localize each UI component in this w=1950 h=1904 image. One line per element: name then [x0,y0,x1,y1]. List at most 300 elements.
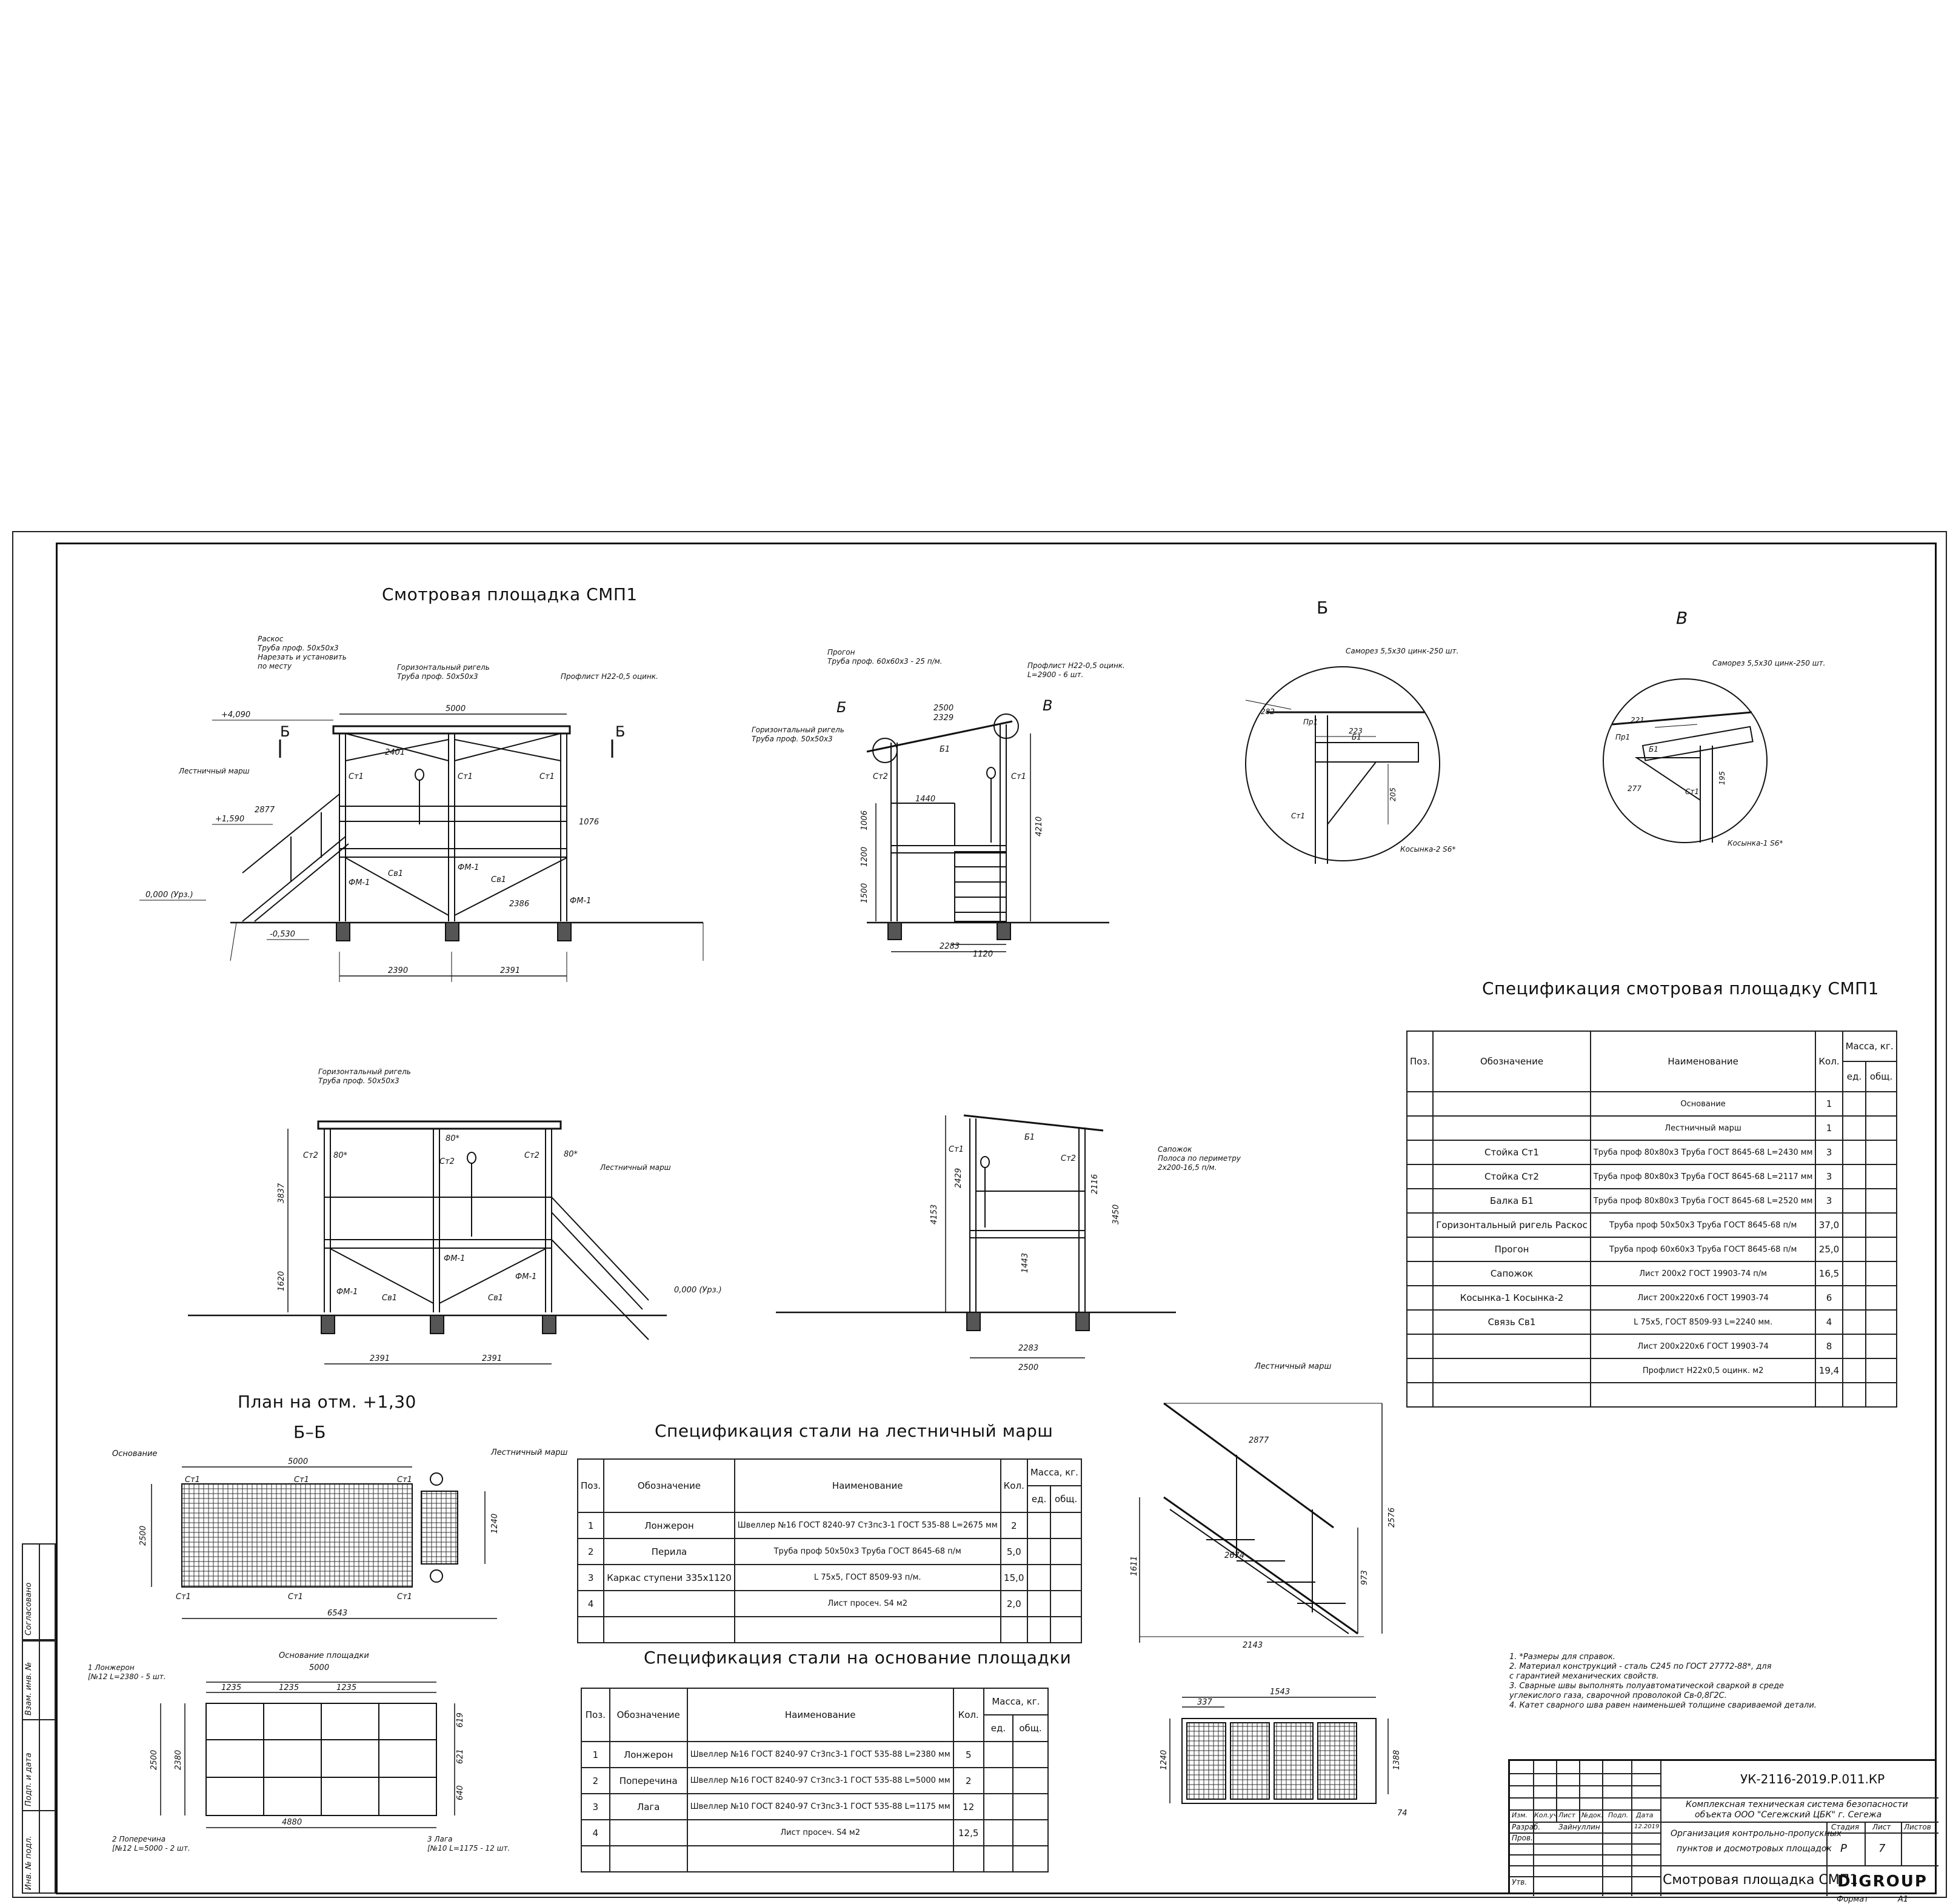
mark-fm1-b: ФМ-1 [458,863,479,872]
spec-stairs-cell: 5,0 [1001,1538,1027,1565]
spec-stairs-title: Спецификация стали на лестничный марш [655,1421,1053,1441]
side-podp-data: Подп. и дата [24,1752,33,1806]
title-block [1508,1759,1937,1894]
dim-rear-80b: 80* [446,1134,460,1143]
spec-platform-cell: 25,0 [1815,1237,1842,1261]
dim-side-1120: 1120 [973,950,993,959]
spec-base-cell [610,1846,687,1872]
spec-base-cell: Лага [610,1794,687,1820]
note-5: углекислого газа, сварочной проволокой Св-0,8Г2С. [1509,1691,1727,1700]
stamp-code: УК-2116-2019.Р.011.КР [1740,1772,1885,1786]
spec-platform-row [1407,1286,1897,1310]
spec-base-cell: 12,5 [953,1820,984,1846]
spec-platform-cell: 1 [1815,1116,1842,1140]
spec-base-row [581,1768,1048,1794]
spec-stairs-cell: Перила [604,1538,735,1565]
spec-base-h-ed: ед. [984,1715,1013,1742]
spec-stairs-row [578,1617,1081,1643]
mark-plan-st1-d: Ст1 [176,1592,191,1602]
spec-platform-cell [1815,1383,1842,1407]
callout-proflist: Профлист Н22-0,5 оцинк. [561,672,658,681]
dim-end-2429: 2429 [954,1167,963,1188]
dim-side-1006: 1006 [860,810,869,830]
callout-raskos: Раскос [258,635,284,643]
mark-plan-st1-f: Ст1 [397,1592,412,1602]
spec-base-cell [1013,1820,1048,1846]
callout-poperechina: 2 Поперечина [112,1835,166,1843]
dim-det-v-195: 195 [1718,771,1726,785]
spec-stairs-cell: 2 [1001,1512,1027,1538]
spec-platform-cell [1407,1358,1433,1383]
spec-platform-cell: 4 [1815,1310,1842,1334]
side-vzam: Взам. инв. № [24,1662,33,1715]
dim-rear-3837: 3837 [277,1183,286,1203]
spec-stairs-cell [578,1617,604,1643]
spec-platform-cell: 1 [1815,1092,1842,1116]
spec-base-cell [984,1846,1013,1872]
mark-det-v-b1: Б1 [1649,745,1658,753]
stamp-col-sign: Подп. [1608,1811,1629,1819]
callout-progon: Прогон [827,648,855,656]
spec-platform-cell [1591,1383,1816,1407]
section-mark-b-right: Б [615,723,626,740]
section-mark-b-left: Б [280,723,290,740]
mark-st1-c: Ст1 [539,772,555,781]
callout-sapozhok-strip: Полоса по периметру [1158,1154,1241,1163]
general-notes [1509,1652,1849,1711]
mark-det-b-b1: Б1 [1352,733,1361,741]
spec-base-cell [984,1794,1013,1820]
spec-base-cell: 12 [953,1794,984,1820]
plan-bb-drawing [85,1443,582,1637]
stamp-razrab-date: 12.2019 [1634,1823,1660,1830]
mark-st1-a: Ст1 [349,772,364,781]
callout-sapozhok: Сапожок [1158,1145,1192,1154]
spec-platform-row [1407,1358,1897,1383]
stamp-sheet-value: 7 [1878,1842,1886,1855]
spec-base-row [581,1820,1048,1846]
spec-stairs-table [577,1458,1082,1643]
spec-platform-cell [1407,1286,1433,1310]
spec-platform-cell: 19,4 [1815,1358,1842,1383]
level-zero: 0,000 (Урз.) [145,890,193,900]
dim-base-619: 619 [456,1712,465,1728]
spec-platform-cell [1843,1310,1866,1334]
dim-steps-1388: 1388 [1392,1749,1401,1770]
spec-platform-row [1407,1334,1897,1358]
spec-platform-cell: L 75х5, ГОСТ 8509-93 L=2240 мм. [1591,1310,1816,1334]
spec-base-row [581,1742,1048,1768]
spec-platform-cell [1866,1358,1896,1383]
mark-det-v-pr1: Пр1 [1615,733,1631,741]
spec-platform-cell [1866,1286,1896,1310]
spec-base-cell: Швеллер №16 ГОСТ 8240-97 Ст3пс3-1 ГОСТ 535-88 L=2380 мм [687,1742,953,1768]
dim-rear-80a: 80* [333,1151,348,1160]
spec-platform-row [1407,1092,1897,1116]
stamp-line1: Комплексная техническая система безопасности [1686,1800,1908,1809]
spec-stairs-cell: Швеллер №16 ГОСТ 8240-97 Ст3пс3-1 ГОСТ 535-88 L=2675 мм [735,1512,1001,1538]
spec-stairs-cell: 15,0 [1001,1565,1027,1591]
spec-base-cell: Швеллер №16 ГОСТ 8240-97 Ст3пс3-1 ГОСТ 535-88 L=5000 мм [687,1768,953,1794]
dim-steps-74: 74 [1397,1809,1407,1818]
spec-platform-h-massa: Масса, кг. [1843,1031,1897,1061]
spec-platform-row [1407,1310,1897,1334]
spec-stairs-cell: 1 [578,1512,604,1538]
spec-platform-cell: Профлист Н22х0,5 оцинк. м2 [1591,1358,1816,1383]
dim-side-2329: 2329 [933,713,954,723]
mark-rear-sv1-b: Св1 [488,1294,504,1303]
dim-side-4210: 4210 [1035,816,1044,837]
stamp-line2: объекта ООО "Сегежский ЦБК" г. Сегежа [1695,1810,1882,1820]
spec-base-cell: 4 [581,1820,610,1846]
mark-det-b-pr1: Пр1 [1303,718,1318,726]
spec-platform-cell: 3 [1815,1164,1842,1189]
callout-stairs: Лестничный марш [179,767,250,775]
spec-base-cell: Лонжерон [610,1742,687,1768]
spec-stairs-cell [1050,1617,1081,1643]
spec-platform-cell [1843,1092,1866,1116]
stamp-col-doc: №док. [1581,1811,1603,1819]
spec-platform-cell [1866,1116,1896,1140]
mark-rear-fm1-c: ФМ-1 [515,1272,537,1281]
spec-base-cell [1013,1794,1048,1820]
mark-sv1-a: Св1 [388,869,404,878]
spec-platform-table [1406,1030,1897,1408]
format-value: А1 [1898,1895,1909,1904]
spec-stairs-row [578,1512,1081,1538]
spec-base-cell: Лист просеч. S4 м2 [687,1820,953,1846]
spec-stairs-h-oboz: Обозначение [604,1459,735,1512]
spec-platform-cell: Труба проф 80х80х3 Труба ГОСТ 8645-68 L=2117 мм [1591,1164,1816,1189]
dim-end-4153: 4153 [930,1204,939,1224]
base-frame-drawing [85,1649,533,1855]
spec-stairs-h-massa: Масса, кг. [1027,1459,1081,1486]
mark-plan-st1-b: Ст1 [294,1475,309,1485]
side-soglasovano: Согласовано [24,1582,33,1635]
callout-raskos-note1: Нарезать и установить [258,653,347,661]
spec-base-cell [1013,1846,1048,1872]
format-label-text: Формат [1837,1895,1869,1904]
dim-base-621: 621 [456,1749,465,1764]
spec-platform-cell [1407,1237,1433,1261]
spec-stairs-h-naim: Наименование [735,1459,1001,1512]
spec-base-cell: 1 [581,1742,610,1768]
spec-platform-cell: Сапожок [1433,1261,1591,1286]
mark-plan-st1-c: Ст1 [397,1475,412,1485]
spec-base-cell [1013,1768,1048,1794]
spec-stairs-h-ed: ед. [1027,1486,1051,1512]
dim-base-4880: 4880 [282,1818,302,1827]
spec-platform-h-poz: Поз. [1407,1031,1433,1092]
spec-base-cell: 5 [953,1742,984,1768]
dim-stair-2674: 2674 [1224,1551,1245,1560]
dim-steps-337: 337 [1197,1698,1212,1707]
spec-platform-cell: Лист 200х220х6 ГОСТ 19903-74 [1591,1286,1816,1310]
spec-platform-cell [1843,1116,1866,1140]
spec-stairs-cell [1050,1512,1081,1538]
side-inv-podl: Инв. № подл. [24,1836,33,1890]
dim-end-3450: 3450 [1112,1204,1121,1224]
spec-stairs-cell [1050,1538,1081,1565]
spec-stairs-cell [1050,1591,1081,1617]
spec-platform-cell: Труба проф 80х80х3 Труба ГОСТ 8645-68 L=2430 мм [1591,1140,1816,1164]
dim-rear-1620: 1620 [277,1271,286,1291]
callout-samorez2: Саморез 5,5х30 цинк-250 шт. [1712,659,1826,667]
dim-base-1235-b: 1235 [279,1683,299,1692]
dim-rear-80c: 80* [564,1150,578,1159]
spec-base-cell [581,1846,610,1872]
section-bb-title: Б–Б [293,1422,326,1442]
spec-platform-h-kol: Кол. [1815,1031,1842,1092]
callout-plan-stairs: Лестничный марш [491,1448,568,1457]
spec-stairs-cell: L 75х5, ГОСТ 8509-93 п/м. [735,1565,1001,1591]
mark-rear-st2-b: Ст2 [439,1157,455,1166]
spec-base-title: Спецификация стали на основание площадки [644,1648,1072,1668]
spec-base-h-massa: Масса, кг. [984,1688,1048,1715]
spec-platform-cell [1407,1334,1433,1358]
spec-platform-cell [1843,1140,1866,1164]
detail-v-title: В [1676,608,1688,628]
spec-platform-cell [1407,1092,1433,1116]
spec-platform-cell [1866,1189,1896,1213]
dim-plan-6543: 6543 [327,1609,348,1618]
callout-raskos-pipe: Труба проф. 50х50х3 [258,644,339,652]
mark-side-st2: Ст2 [873,772,888,781]
spec-platform-cell [1407,1164,1433,1189]
dim-plan-2500: 2500 [139,1525,148,1546]
spec-platform-cell [1866,1237,1896,1261]
spec-platform-row [1407,1189,1897,1213]
spec-base-cell [687,1846,953,1872]
spec-platform-cell: Стойка Ст1 [1433,1140,1591,1164]
spec-stairs-cell: 2 [578,1538,604,1565]
stamp-razrab: Разраб. [1512,1823,1541,1831]
callout-poperechina-spec: [№12 L=5000 - 2 шт. [112,1844,190,1852]
spec-platform-title: Спецификация смотровая площадку СМП1 [1482,978,1879,998]
spec-platform-cell [1407,1189,1433,1213]
mark-det-v-st1: Ст1 [1685,787,1700,796]
spec-platform-row [1407,1237,1897,1261]
spec-base-cell: Поперечина [610,1768,687,1794]
dim-rear-2391-b: 2391 [482,1354,503,1363]
dim-det-v-277: 277 [1628,784,1641,793]
stamp-stage-value: Р [1840,1842,1847,1855]
spec-stairs-cell: Каркас ступени 335х1120 [604,1565,735,1591]
dim-main-5000: 5000 [446,704,466,713]
spec-platform-cell [1407,1383,1433,1407]
spec-stairs-cell [1027,1617,1051,1643]
spec-platform-cell [1407,1213,1433,1237]
spec-platform-cell: Горизонтальный ригель Раскос [1433,1213,1591,1237]
dim-side-1500: 1500 [860,883,869,903]
spec-platform-cell [1843,1383,1866,1407]
spec-platform-cell [1433,1383,1591,1407]
stamp-sheet-label: Лист [1872,1823,1891,1831]
spec-stairs-cell: Лонжерон [604,1512,735,1538]
mark-side-st1: Ст1 [1011,772,1026,781]
stamp-razrab-name: Зайнуллин [1558,1823,1600,1831]
stair-view-drawing [1127,1358,1455,1685]
dim-base-640: 640 [456,1785,465,1800]
callout-rigel-pipe: Труба проф. 50х50х3 [397,672,478,681]
spec-platform-cell: 6 [1815,1286,1842,1310]
spec-platform-h-obsh: общ. [1866,1061,1896,1092]
spec-base-row [581,1794,1048,1820]
spec-platform-cell [1433,1092,1591,1116]
spec-base-cell: 2 [581,1768,610,1794]
spec-base-cell [610,1820,687,1846]
spec-platform-cell [1866,1261,1896,1286]
spec-platform-cell [1407,1310,1433,1334]
spec-platform-cell [1866,1092,1896,1116]
dim-side-2283: 2283 [940,942,960,951]
spec-base-table [581,1688,1049,1872]
spec-platform-cell: Лист 200х220х6 ГОСТ 19903-74 [1591,1334,1816,1358]
callout-samorez1: Саморез 5,5х30 цинк-250 шт. [1346,647,1459,655]
spec-stairs-cell [1027,1512,1051,1538]
spec-stairs-cell [1027,1565,1051,1591]
dim-main-2391: 2391 [500,966,521,975]
mark-st1-b: Ст1 [458,772,473,781]
spec-platform-cell: 8 [1815,1334,1842,1358]
stamp-col-list: Лист [1558,1811,1575,1819]
dim-det-b-223: 223 [1349,727,1363,735]
dim-rear-2391-a: 2391 [370,1354,390,1363]
callout-rigel-side-pipe: Труба проф. 50х50х3 [752,735,833,743]
note-1: 1. *Размеры для справок. [1509,1652,1615,1662]
mark-end-st2: Ст2 [1061,1154,1076,1163]
note-2: 2. Материал конструкций - сталь С245 по ГОСТ 27772-88*, для [1509,1662,1772,1671]
spec-base-cell [953,1846,984,1872]
spec-platform-cell [1433,1116,1591,1140]
spec-platform-cell: Труба проф 80х80х3 Труба ГОСТ 8645-68 L=2520 мм [1591,1189,1816,1213]
callout-laga-spec: [№10 L=1175 - 12 шт. [427,1844,510,1852]
stamp-line4: пунктов и досмотровых площадок [1677,1844,1832,1854]
spec-stairs-cell: Лист просеч. S4 м2 [735,1591,1001,1617]
dim-det-v-221: 221 [1631,716,1644,724]
dim-det-b-205: 205 [1389,787,1397,801]
stamp-utv: Утв. [1512,1878,1528,1886]
spec-platform-cell: Труба проф 60х60х3 Труба ГОСТ 8645-68 п/м [1591,1237,1816,1261]
callout-rigel: Горизонтальный ригель [397,663,490,672]
spec-platform-row [1407,1164,1897,1189]
dim-main-2401: 2401 [385,748,406,757]
stair-view-title: Лестничный марш [1255,1362,1332,1371]
spec-platform-cell [1407,1116,1433,1140]
spec-platform-cell: Связь Св1 [1433,1310,1591,1334]
spec-stairs-cell [735,1617,1001,1643]
spec-platform-h-naim: Наименование [1591,1031,1816,1092]
dim-base-1235-c: 1235 [336,1683,357,1692]
stamp-stage-label: Стадия [1831,1823,1860,1831]
section-mark-v-side: В [1043,697,1053,714]
mark-plan-st1-a: Ст1 [185,1475,200,1485]
spec-stairs-cell: 4 [578,1591,604,1617]
spec-base-cell [984,1820,1013,1846]
mark-rear-fm1-a: ФМ-1 [336,1288,358,1297]
spec-platform-cell [1407,1140,1433,1164]
stamp-logo: DIGROUP [1837,1872,1928,1891]
level-minus: -0,530 [270,930,295,939]
note-3: с гарантией механических свойств. [1509,1672,1659,1681]
spec-platform-cell: Прогон [1433,1237,1591,1261]
spec-base-cell [984,1768,1013,1794]
spec-platform-cell: 3 [1815,1140,1842,1164]
stamp-line3: Организация контрольно-пропускных [1671,1829,1842,1839]
stair-steps-plan-drawing [1158,1685,1412,1831]
spec-platform-cell: 37,0 [1815,1213,1842,1237]
dim-side-2500: 2500 [933,704,954,713]
rear-elevation-drawing [182,1067,740,1394]
dim-main-2877: 2877 [255,806,275,815]
callout-laga: 3 Лага [427,1835,453,1843]
spec-platform-cell [1866,1140,1896,1164]
spec-platform-cell [1843,1358,1866,1383]
detail-b-title: Б [1317,598,1329,618]
callout-raskos-note2: по месту [258,662,292,670]
dim-end-2116: 2116 [1090,1174,1100,1194]
spec-platform-h-oboz: Обозначение [1433,1031,1591,1092]
dim-steps-1543: 1543 [1270,1688,1291,1697]
side-elevation-drawing [746,643,1206,982]
dim-stair-2143: 2143 [1243,1641,1263,1650]
spec-platform-row [1407,1213,1897,1237]
spec-platform-cell: Основание [1591,1092,1816,1116]
dim-main-2390: 2390 [388,966,409,975]
spec-platform-cell: Косынка-1 Косынка-2 [1433,1286,1591,1310]
spec-platform-cell: Лестничный марш [1591,1116,1816,1140]
spec-stairs-cell: Труба проф 50х50х3 Труба ГОСТ 8645-68 п/м [735,1538,1001,1565]
base-view-title: Основание площадки [279,1651,369,1660]
spec-platform-cell [1843,1237,1866,1261]
spec-platform-cell: Труба проф 50х50х3 Труба ГОСТ 8645-68 п/м [1591,1213,1816,1237]
dim-main-2386: 2386 [509,900,530,909]
spec-platform-cell [1866,1164,1896,1189]
dim-base-5000: 5000 [309,1663,330,1672]
main-title: Смотровая площадка СМП1 [382,584,638,604]
spec-stairs-row [578,1591,1081,1617]
mark-sv1-b: Св1 [491,875,507,884]
spec-base-h-naim: Наименование [687,1688,953,1742]
spec-platform-cell: 16,5 [1815,1261,1842,1286]
spec-base-row [581,1846,1048,1872]
callout-rear-rigel: Горизонтальный ригель [318,1067,411,1076]
detail-b-drawing [1224,643,1479,885]
mark-fm1-c: ФМ-1 [570,897,592,906]
section-mark-b-side: Б [836,699,847,716]
stamp-col-kol: Кол.уч [1534,1811,1558,1819]
spec-platform-row [1407,1383,1897,1407]
spec-platform-cell [1866,1334,1896,1358]
spec-platform-row [1407,1116,1897,1140]
spec-platform-cell [1843,1213,1866,1237]
dim-end-2283: 2283 [1018,1344,1039,1353]
spec-base-cell: 3 [581,1794,610,1820]
stamp-prov: Пров. [1512,1834,1533,1842]
spec-stairs-cell [1001,1617,1027,1643]
dim-stair-2576: 2576 [1387,1507,1397,1528]
dim-stair-2577: 2877 [1249,1436,1269,1445]
dim-main-1076: 1076 [579,818,599,827]
level-top: +4,090 [221,710,251,720]
callout-rigel-side: Горизонтальный ригель [752,726,844,734]
spec-stairs-row [578,1538,1081,1565]
mark-end-b1: Б1 [1024,1133,1035,1142]
spec-platform-cell [1433,1334,1591,1358]
dim-end-1443: 1443 [1021,1252,1030,1273]
spec-platform-cell [1866,1213,1896,1237]
mark-det-b-st1: Ст1 [1291,812,1306,820]
